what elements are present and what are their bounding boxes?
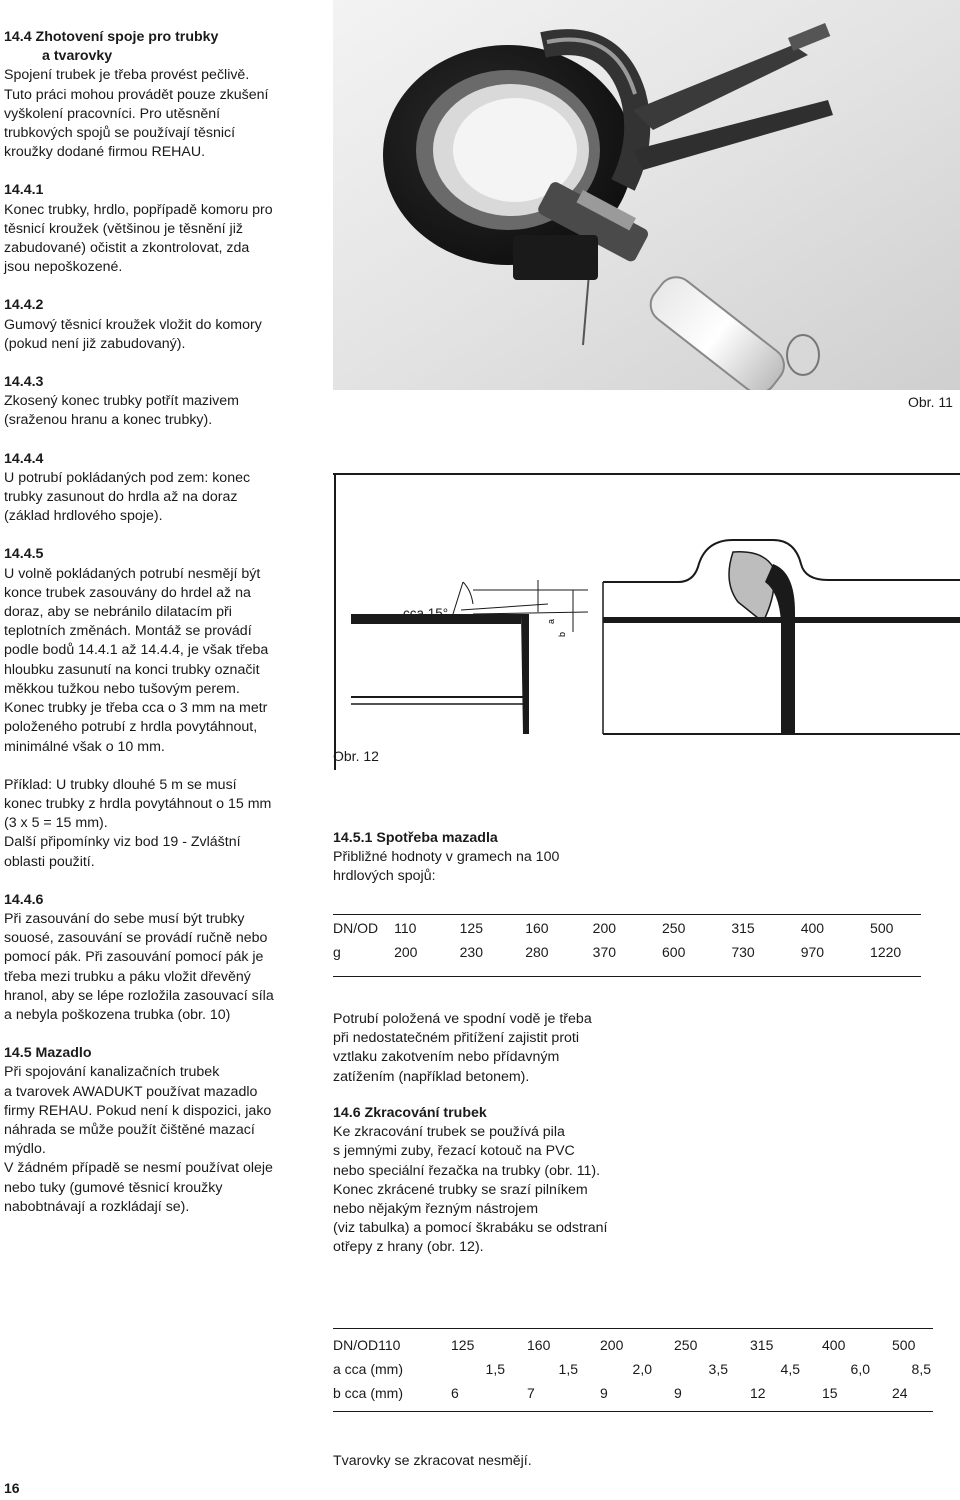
section-14-4-5-title: 14.4.5	[4, 546, 44, 563]
pipe-bevel-diagram	[333, 472, 960, 772]
figure-12-caption: Obr. 12	[333, 748, 379, 764]
section-14-4-1-title: 14.4.1	[4, 182, 44, 199]
bevel-table	[333, 1328, 933, 1412]
figure-11-photo	[333, 0, 960, 390]
lubricant-table	[333, 914, 921, 977]
section-14-4-2-title: 14.4.2	[4, 297, 44, 314]
section-14-5-1: 14.5.1 Spotřeba mazadla Přibližné hodnoty v gramech na 100 hrdlových spojů:	[333, 829, 923, 887]
table-row: g 200 230 280 370 600 730 970 1220	[333, 944, 902, 960]
groundwater-paragraph: Potrubí položená ve spodní vodě je třeba při nedostatečném přitížení zajistit proti vztlaku zakotvením nebo přídavným zatížením (například betonem).	[333, 1011, 592, 1085]
section-14-4-title: 14.4 Zhotovení spoje pro trubky	[4, 29, 219, 45]
section-14-5-1-title: 14.5.1 Spotřeba mazadla	[333, 830, 498, 846]
section-14-4-6-text: Při zasouvání do sebe musí být trubky souosé, zasouvání se provádí ručně nebo pomocí pák. Při zasouvání pomocí pák je třeba mezi trubku a páku vložit dřevěný hranol, aby se lépe rozložila zasouvací síla a nebyla poškozena trubka (obr. 10)	[4, 910, 274, 1023]
section-14-4-3-title: 14.4.3	[4, 374, 44, 391]
figure-11-caption: Obr. 11	[908, 394, 953, 410]
section-14-5-text: Při spojování kanalizačních trubek a tvarovek AWADUKT používat mazadlo firmy REHAU. Pokud není k dispozici, jako náhrada se může použít čištěné mazací mýdlo. V žádném případě se nesmí používat oleje nebo tuky (gumové těsnicí kroužky nabobtnávají a rozkládají se).	[4, 1064, 273, 1215]
page-number: 16	[4, 1480, 20, 1496]
section-14-4-4-text: U potrubí pokládaných pod zem: konec trubky zasunout do hrdla až na doraz (základ hrdlového spoje).	[4, 469, 251, 525]
pipe-cutter-illustration	[333, 0, 960, 390]
left-column	[4, 28, 304, 1217]
angle-label: cca 15°	[403, 606, 449, 621]
section-14-4-1-text: Konec trubky, hrdlo, popřípadě komoru pro těsnicí kroužek (většinou je těsnění již zabudované) očistit a zkontrolovat, zda jsou nepoškozené.	[4, 201, 273, 276]
table-row: a cca (mm) 1,5 1,5 2,0 3,5 4,5 6,0 8,5	[333, 1361, 931, 1377]
section-14-4-5-text: U volně pokládaných potrubí nesmějí být konce trubek zasouvány do hrdel až na doraz, aby se nebránilo dilatacím při teplotních změnách. Montáž se provádí podle bodů 14.4.1 až 14.4.4, je však třeba hloubku zasunutí na konci trubky označit měkkou tužkou nebo tušovým perem. Konec trubky je třeba cca o 3 mm na metr položeného potrubí z hrdla povytáhnout, minimálné však o 10 mm.	[4, 565, 269, 755]
section-14-6-title: 14.6 Zkracování trubek	[333, 1105, 487, 1121]
table-row: DN/OD 110 125 160 200 250 315 400 500	[333, 920, 894, 936]
fittings-note: Tvarovky se zkracovat nesmějí.	[333, 1453, 532, 1469]
example-paragraph: Příklad: U trubky dlouhé 5 m se musí konec trubky z hrdla povytáhnout o 15 mm (3 x 5 = 15 mm). Další připomínky viz bod 19 - Zvláštní oblasti použití.	[4, 776, 272, 870]
intro-paragraph: Spojení trubek je třeba provést pečlivě. Tuto práci mohou provádět pouze zkušení vyškolení pracovníci. Pro utěsnění trubkových spojů se používají těsnicí kroužky dodané firmou REHAU.	[4, 67, 269, 161]
section-14-6: 14.6 Zkracování trubek Ke zkracování trubek se používá pila s jemnými zuby, řezací kotouč na PVC nebo speciální řezačka na trubky (obr. 11). Konec zkrácené trubky se srazí pilníkem nebo nějakým řezným nástrojem (viz tabulka) a pomocí škrabáku se odstraní otřepy z hrany (obr. 12).	[333, 1104, 923, 1258]
table-row: b cca (mm) 6 7 9 9 12 15 24	[333, 1385, 908, 1401]
dimension-label-b: b	[557, 631, 567, 637]
section-14-4-4-title: 14.4.4	[4, 450, 44, 467]
figure-12-diagram	[333, 472, 960, 772]
section-14-4-6-title: 14.4.6	[4, 891, 44, 908]
section-14-5-title: 14.5 Mazadlo	[4, 1045, 92, 1062]
section-14-4-title-cont: a tvarovky	[42, 48, 113, 65]
section-14-4-2-text: Gumový těsnicí kroužek vložit do komory (pokud není již zabudovaný).	[4, 316, 262, 352]
dimension-label-a: a	[546, 618, 556, 624]
table-row: DN/OD110 125 160 200 250 315 400 500	[333, 1337, 916, 1353]
section-14-4-3-text: Zkosený konec trubky potřít mazivem (sraženou hranu a konec trubky).	[4, 393, 239, 429]
